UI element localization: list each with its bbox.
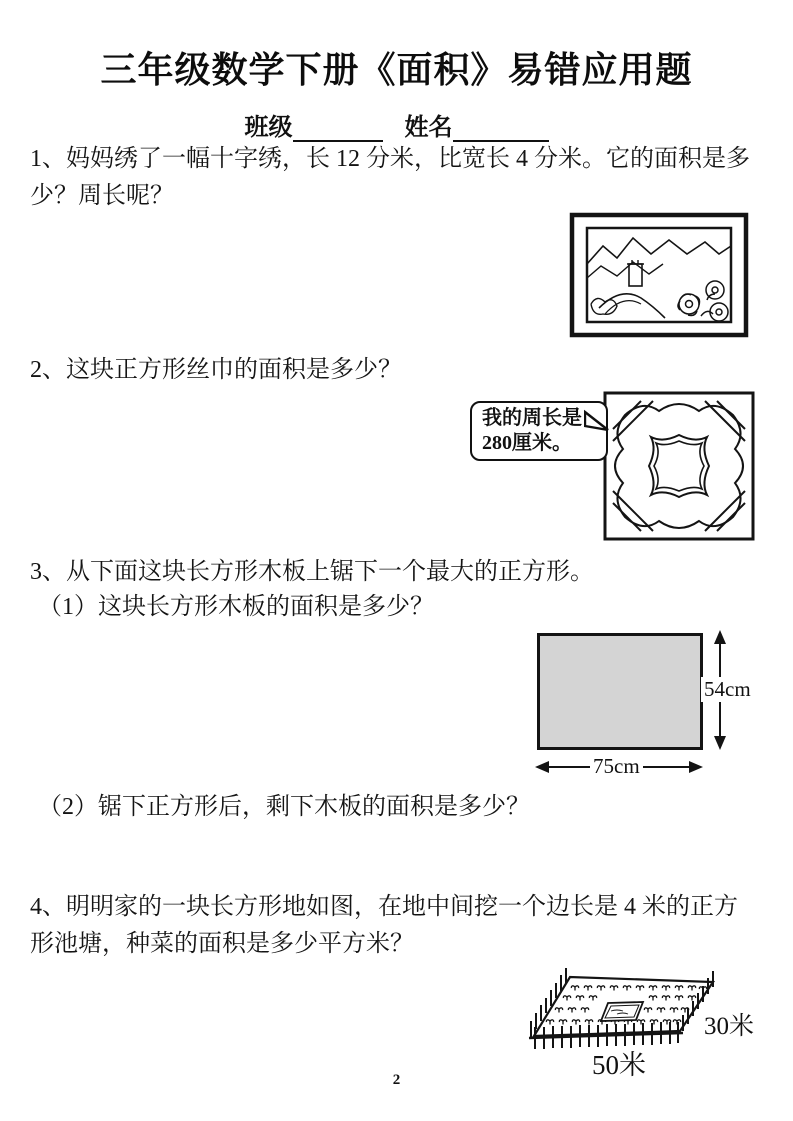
question-3-sub-1: （1）这块长方形木板的面积是多少？	[38, 594, 434, 620]
question-3: 3、从下面这块长方形木板上锯下一个最大的正方形。	[30, 559, 594, 585]
speech-bubble-line-1: 我的周长是	[482, 407, 582, 429]
question-2: 2、这块正方形丝巾的面积是多少？	[30, 357, 402, 383]
name-blank-line	[453, 116, 549, 142]
name-label: 姓名	[404, 115, 453, 141]
question-4	[30, 889, 738, 963]
page-title: 三年级数学下册《面积》易错应用题	[100, 49, 693, 90]
class-name-row	[0, 107, 793, 142]
handkerchief-drawing	[603, 391, 755, 541]
question-1-line-2: 少？周长呢？	[30, 183, 174, 209]
speech-bubble-line-2: 280厘米。	[482, 432, 572, 454]
pond-drawing	[601, 1002, 643, 1021]
picture-frame-drawing	[569, 212, 749, 338]
page-number: 2	[392, 1072, 401, 1088]
board-width-label: 75cm	[590, 754, 643, 779]
field-side-label: 30米	[704, 1013, 755, 1040]
class-blank-line	[293, 116, 383, 142]
question-4-line-1: 4、明明家的一块长方形地如图，在地中间挖一个边长是 4 米的正方	[30, 894, 738, 920]
wood-board-rectangle	[537, 633, 703, 750]
question-1	[30, 141, 750, 215]
question-4-line-2: 形池塘，种菜的面积是多少平方米？	[30, 931, 414, 957]
question-3-sub-2: （2）锯下正方形后，剩下木板的面积是多少？	[38, 794, 530, 820]
board-height-label: 54cm	[701, 677, 754, 702]
handkerchief-illustration	[603, 391, 755, 541]
question-1-line-1: 1、妈妈绣了一幅十字绣，长 12 分米，比宽长 4 分米。它的面积是多	[30, 146, 750, 172]
cross-stitch-frame-illustration	[569, 212, 749, 338]
class-label: 班级	[244, 115, 293, 141]
field-front-label: 50米	[592, 1050, 646, 1080]
speech-bubble-tail	[584, 408, 610, 438]
